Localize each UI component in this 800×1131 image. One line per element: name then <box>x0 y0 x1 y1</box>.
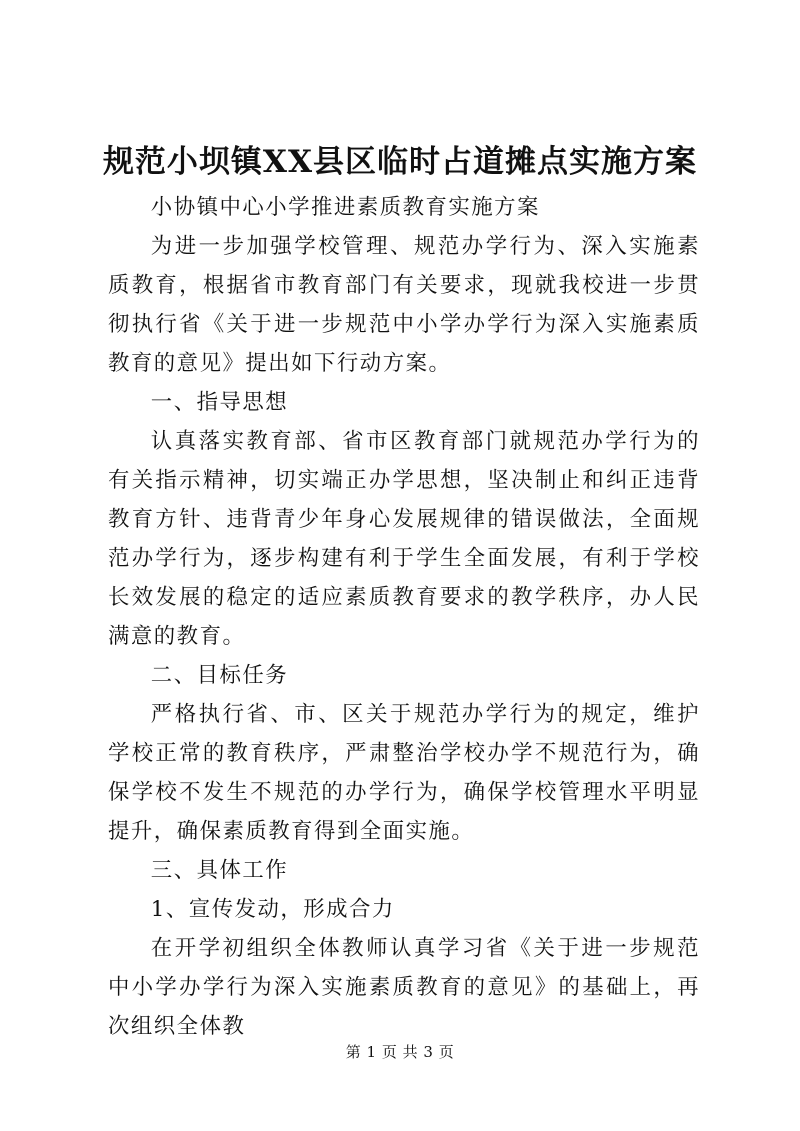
publicity-paragraph: 在开学初组织全体教师认真学习省《关于进一步规范中小学办学行为深入实施素质教育的意见》的基础上，再次组织全体教 <box>108 936 700 1039</box>
subtitle-paragraph: 小协镇中心小学推进素质教育实施方案 <box>150 195 540 220</box>
objectives-paragraph: 严格执行省、市、区关于规范办学行为的规定，维护学校正常的教育秩序，严肃整治学校办学不规范行为，确保学校不发生不规范的办学行为，确保学校管理水平明显提升，确保素质教育得到全面实施。 <box>108 702 700 844</box>
subsection-heading-publicity: 1、宣传发动，形成合力 <box>150 897 395 922</box>
section-heading-guiding-ideology: 一、指导思想 <box>150 390 289 415</box>
document-body <box>108 188 700 1046</box>
document-title: 规范小坝镇XX县区临时占道摊点实施方案 <box>102 144 698 180</box>
section-heading-objectives: 二、目标任务 <box>150 663 289 688</box>
intro-paragraph: 为进一步加强学校管理、规范办学行为、深入实施素质教育，根据省市教育部门有关要求，现就我校进一步贯彻执行省《关于进一步规范中小学办学行为深入实施素质教育的意见》提出如下行动方案。 <box>108 234 700 376</box>
page-footer: 第 1 页 共 3 页 <box>345 1043 455 1061</box>
guiding-ideology-paragraph: 认真落实教育部、省市区教育部门就规范办学行为的有关指示精神，切实端正办学思想，坚决制止和纠正违背教育方针、违背青少年身心发展规律的错误做法，全面规范办学行为，逐步构建有利于学生全面发展，有利于学校长效发展的稳定的适应素质教育要求的教学秩序，办人民满意的教育。 <box>108 429 700 649</box>
section-heading-specific-work: 三、具体工作 <box>150 858 289 883</box>
